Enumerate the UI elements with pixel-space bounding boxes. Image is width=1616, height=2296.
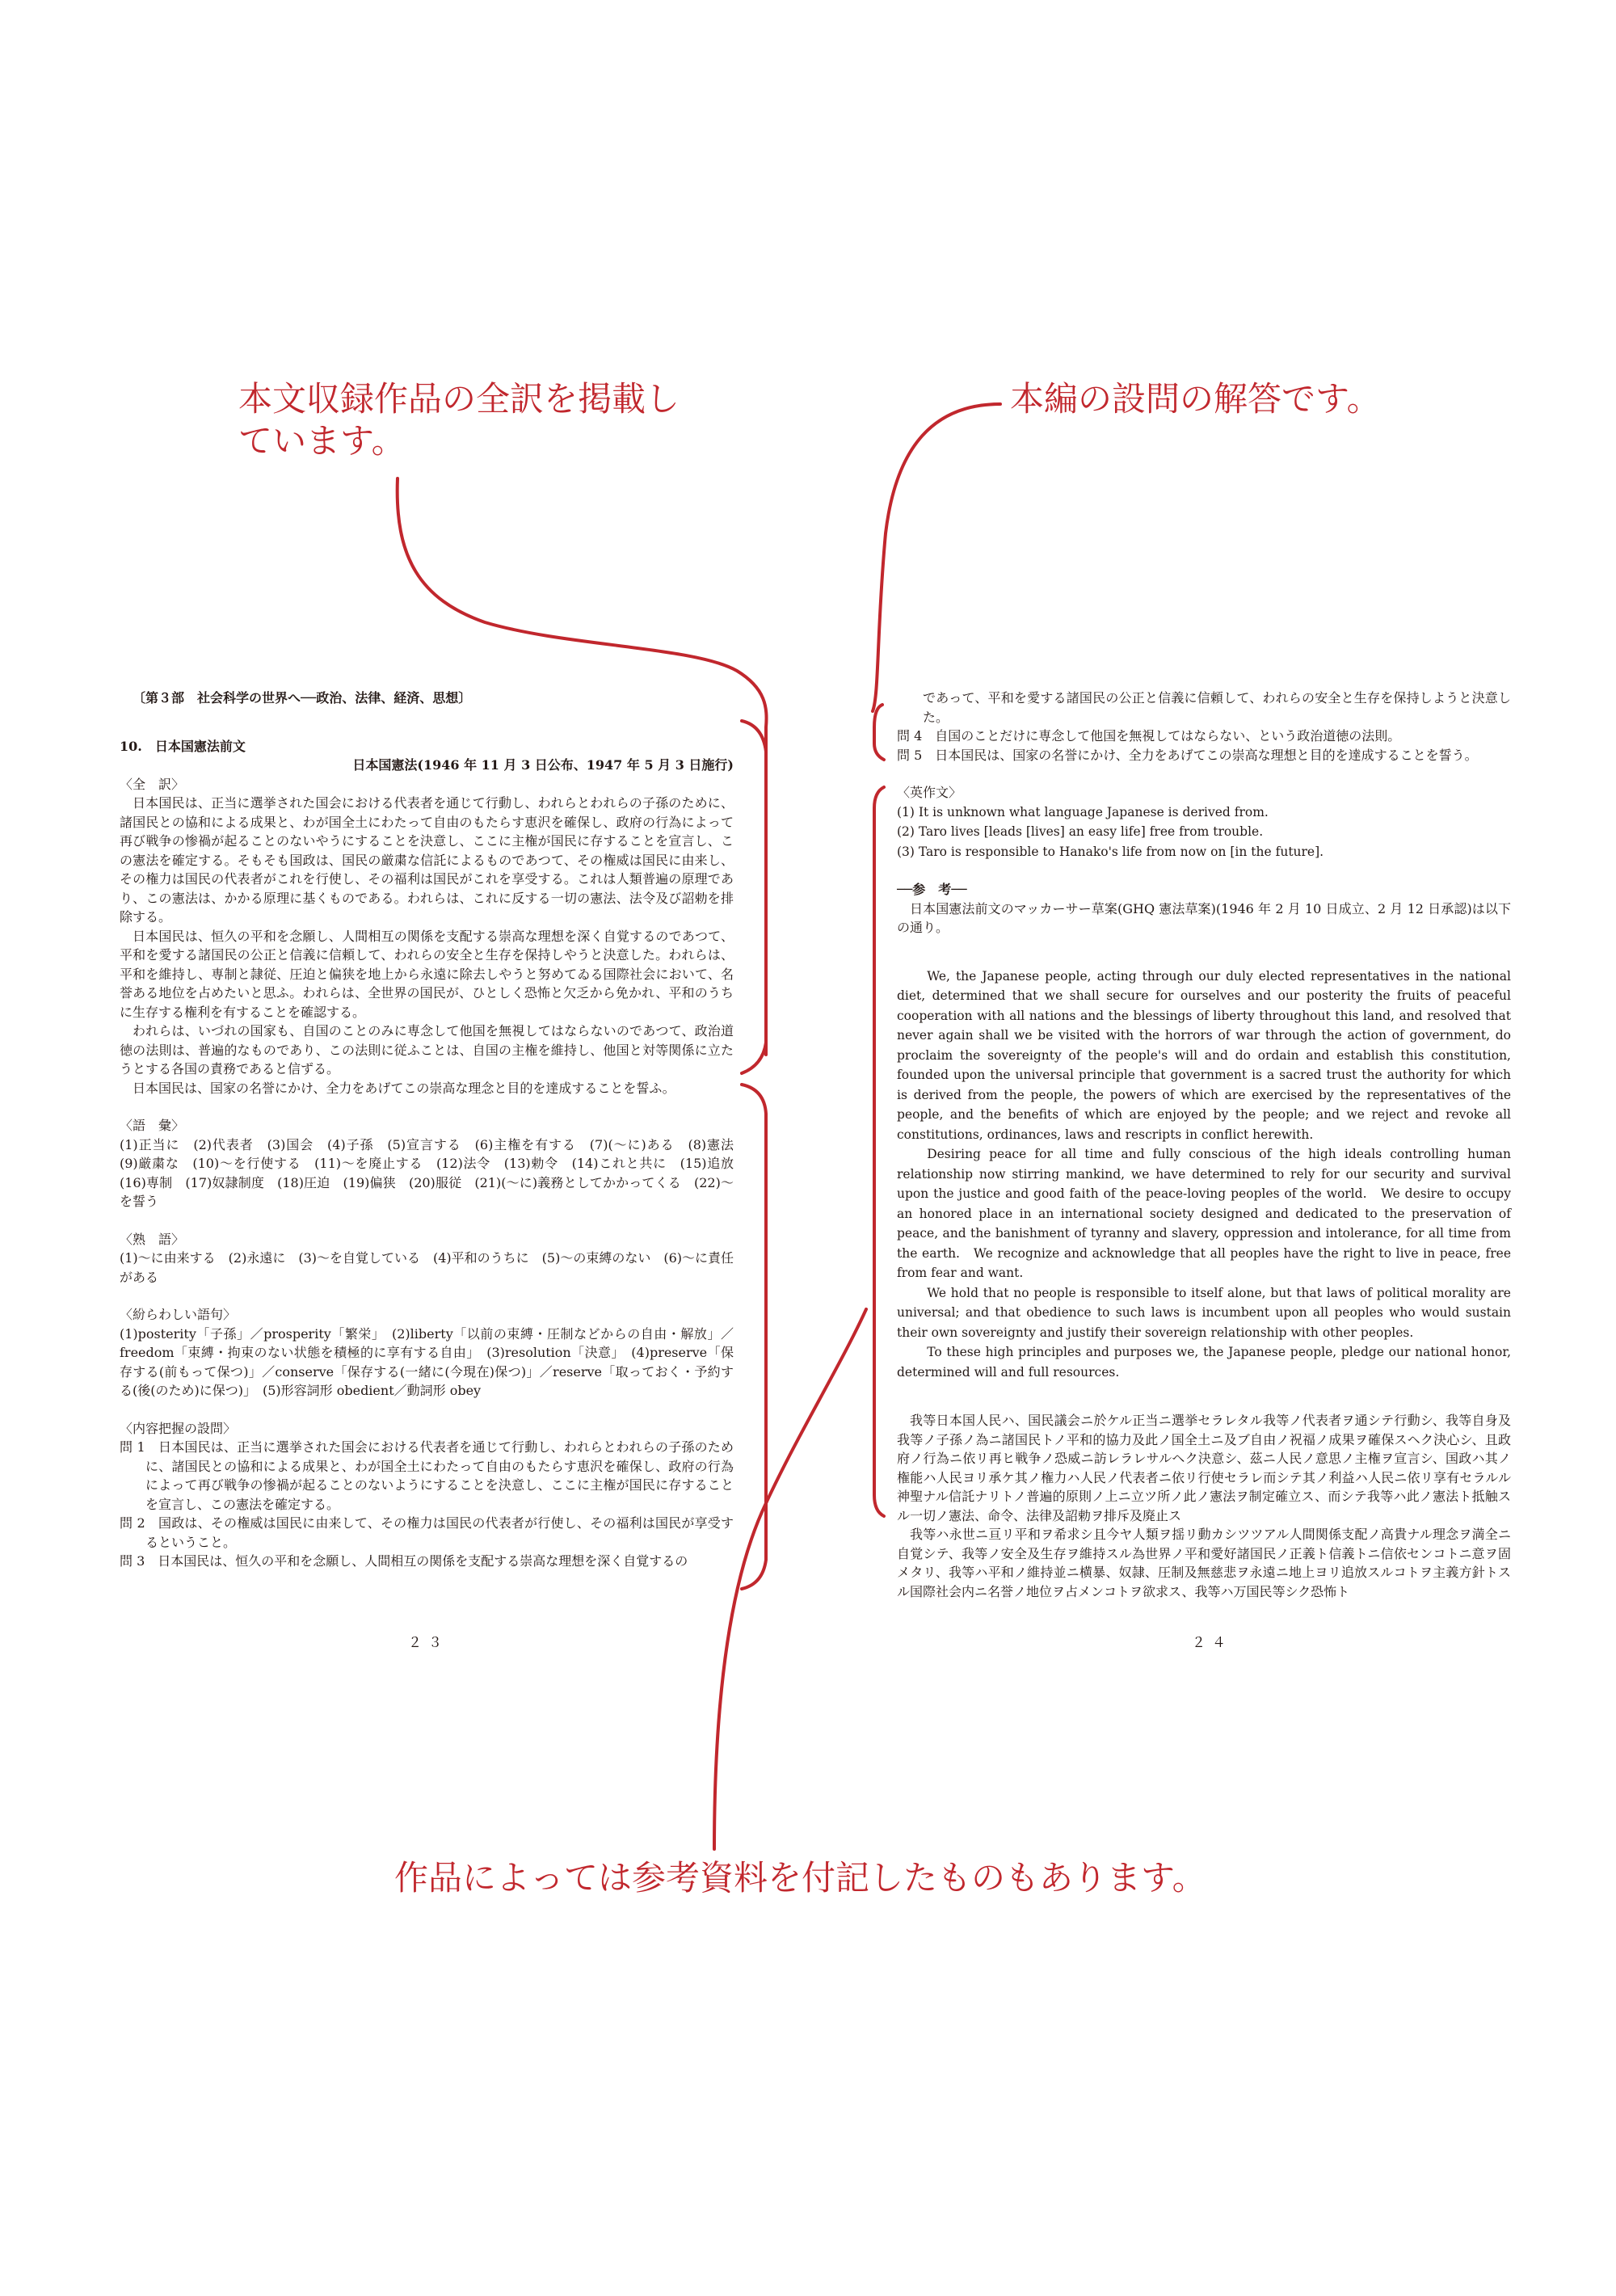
page-number-left: ２３ bbox=[408, 1635, 448, 1651]
translation-paragraph: われらは、いづれの国家も、自国のことのみに専念して他国を無視してはならないのであつて、政治道徳の法則は、普遍的なものであり、この法則に従ふことは、自国の主権を維持し、他国と対等関係に立たうとする各国の責務であると信ずる。 bbox=[120, 1023, 734, 1076]
part-header: 〔第３部 社会科学の世界へ──政治、法律、経済、思想〕 bbox=[133, 690, 472, 706]
vocab-heading: 〈語 彙〉 bbox=[120, 1118, 185, 1133]
reference-intro: 日本国憲法前文のマッカーサー草案(GHQ 憲法草案)(1946 年 2 月 10 日成立、2 月 12 日承認)は以下の通り。 bbox=[897, 900, 1511, 935]
confusing-words-heading: 〈紛らわしい語句〉 bbox=[120, 1307, 237, 1322]
question-answer: 問 1 日本国民は、正当に選挙された国会における代表者を通じて行動し、われらとわれらの子孫のために、諸国民との協和による成果と、わが国全土にわたって自由のもたらす恵沢を確保し、政府の行為によって再び戦争の惨禍が起ることのないようにすることを決意し、ここに主権が国民に存することを宣言し、この憲法を確定する。 bbox=[120, 1439, 734, 1512]
english-draft-paragraph: We, the Japanese people, acting through our duly elected representatives in the national diet, determined that we shall secure for ourselves and our posterity the fruits of peaceful cooperation with all nations and the blessings of liberty throughout this land, and resolved that never again shall we be visited with the horrors of war through the action of government, do proclaim the sovereignty of the people's will and do ordain and establish this constitution, founded upon the universal principle that government is a sacred trust the authority for which is derived from the people, the powers of which are exercised by the representatives of the people, and the benefits of which are enjoyed by the people; and we reject and revoke all constitutions, ordinances, laws and rescripts in conflict herewith. bbox=[897, 968, 1511, 1142]
reference-heading: ──参 考── bbox=[897, 882, 967, 897]
law-caption: 日本国憲法(1946 年 11 月 3 日公布、1947 年 5 月 3 日施行) bbox=[352, 757, 734, 773]
callout-full-translation: 本文収録作品の全訳を掲載しています。 bbox=[238, 379, 680, 461]
translation-paragraph: 日本国民は、恒久の平和を念願し、人間相互の関係を支配する崇高な理想を深く自覚するのであつて、平和を愛する諸国民の公正と信義に信頼して、われらの安全と生存を保持しやうと決意した。われらは、平和を維持し、専制と隷従、圧迫と偏狭を地上から永遠に除去しやうと努めてゐる国際社会において、名誉ある地位を占めたいと思ふ。われらは、全世界の国民が、ひとしく恐怖と欠乏から免かれ、平和のうちに生存する権利を有することを確認する。 bbox=[120, 928, 734, 1020]
question-answer: 問 2 国政は、その権威は国民に由来して、その権力は国民の代表者が行使し、その福利は国民が享受するということ。 bbox=[120, 1515, 734, 1550]
english-draft-paragraph: Desiring peace for all time and fully conscious of the high ideals controlling human relationship now stirring mankind, we have determined to rely for our security and survival upon the justice and good faith of the peace-loving peoples of the world. We desire to occupy an honored place in an international society designed and dedicated to the preservation of peace, and the banishment of tyranny and slavery, oppression and intolerance, for all time from the earth. We recognize and acknowledge that all peoples have the right to live in peace, free from fear and want. bbox=[897, 1147, 1511, 1280]
composition-answer: (2) Taro lives [leads [lives] an easy life] free from trouble. bbox=[897, 824, 1264, 839]
idioms-list: (1)〜に由来する (2)永遠に (3)〜を自覚している (4)平和のうちに (5)〜の束縛のない (6)〜に責任がある bbox=[120, 1250, 734, 1285]
idioms-heading: 〈熟 語〉 bbox=[120, 1231, 185, 1247]
right-page bbox=[897, 689, 1511, 1666]
callout-answers: 本編の設問の解答です。 bbox=[1010, 379, 1381, 419]
confusing-words-list: (1)posterity「子孫」／prosperity「繁栄」 (2)liberty「以前の束縛・圧制などからの自由・解放」／freedom「束縛・拘束のない状態を積極的に享有する自由」 (3)resolution「決意」 (4)preserve「保存する(前もって保つ)」／conserve「保存する(一緒に(今現在)保つ)」／reserve「取っておく・予約する(後(のため)に保つ)」 (5)形容詞形 obedient／動詞形 obey bbox=[120, 1325, 734, 1398]
translation-heading: 〈全 訳〉 bbox=[120, 776, 185, 792]
page-number-right: ２４ bbox=[1192, 1635, 1232, 1651]
question-answer: 問 4 自国のことだけに専念して他国を無視してはならない、という政治道徳の法則。 bbox=[897, 728, 1401, 744]
composition-answer: (3) Taro is responsible to Hanako's life from now on [in the future]. bbox=[897, 844, 1324, 859]
english-draft-paragraph: We hold that no people is responsible to itself alone, but that laws of political morality are universal; and that obedience to such laws is incumbent upon all peoples who would sustain their own sovereignty and justify their sovereign relationship with other peoples. bbox=[897, 1285, 1511, 1340]
right-bracket-answers bbox=[874, 705, 884, 760]
composition-heading: 〈英作文〉 bbox=[897, 785, 962, 800]
japanese-draft-paragraph: 我等日本国人民ハ、国民議会ニ於ケル正当ニ選挙セラレタル我等ノ代表者ヲ通シテ行動シ、我等自身及我等ノ子孫ノ為ニ諸国民トノ平和的協力及此ノ国全土ニ及ブ自由ノ祝福ノ成果ヲ確保スヘク決心シ、且政府ノ行為ニ依リ再ヒ戦争ノ恐威ニ訪レラレサルヘク決意シ、茲ニ人民ノ意思ノ主権ヲ宣言シ、国政ハ其ノ権能ハ人民ヨリ承ケ其ノ権力ハ人民ノ代表者ニ依リ行使セラレ而シテ其ノ利益ハ人民ニ依リ享有セラルル神聖ナル信託ナリトノ普遍的原則ノ上ニ立ツ所ノ此ノ憲法ヲ制定確立ス、而シテ我等ハ此ノ憲法ト抵触スル一切ノ憲法、命令、法律及詔勅ヲ排斥及廃止ス bbox=[897, 1413, 1511, 1523]
left-bracket-bottom bbox=[742, 1043, 766, 1073]
left-bracket-top bbox=[742, 721, 766, 752]
right-bracket-reference bbox=[874, 787, 884, 1516]
callout-right-connector bbox=[873, 404, 1000, 711]
left-page bbox=[120, 689, 747, 1666]
english-draft-paragraph: To these high principles and purposes we, the Japanese people, pledge our national honor, determined will and full resources. bbox=[897, 1345, 1511, 1380]
callout-bottom-connector bbox=[714, 1309, 866, 1849]
questions-heading: 〈内容把握の設問〉 bbox=[120, 1420, 237, 1436]
composition-answer: (1) It is unknown what language Japanese is derived from. bbox=[897, 804, 1269, 819]
vocab-list: (1)正当に (2)代表者 (3)国会 (4)子孫 (5)宣言する (6)主権を有する (7)(〜に)ある (8)憲法 (9)厳粛な (10)〜を行使する (11)〜を廃止する (12)法令 (13)勅令 (14)これと共に (15)追放 (16)専制 (17)奴隷制度 (18)圧迫 (19)偏狭 (20)服従 (21)(〜に)義務としてかかってくる (22)〜を誓う bbox=[120, 1136, 747, 1209]
question-answer: 問 5 日本国民は、国家の名誉にかけ、全力をあげてこの崇高な理想と目的を達成することを誓う。 bbox=[897, 747, 1478, 763]
answer-continuation: であって、平和を愛する諸国民の公正と信義に信頼して、われらの安全と生存を保持しようと決意した。 bbox=[923, 690, 1511, 725]
section-title: 10. 日本国憲法前文 bbox=[120, 738, 246, 754]
japanese-draft-paragraph: 我等ハ永世ニ亘リ平和ヲ希求シ且今ヤ人類ヲ揺リ動カシツツアル人間関係支配ノ高貴ナル理念ヲ満全ニ自覚シテ、我等ノ安全及生存ヲ維持スル為世界ノ平和愛好諸国民ノ正義ト信義トニ信依センコトニ意ヲ固メタリ、我等ハ平和ノ維持並ニ横暴、奴隷、圧制及無慈悲ヲ永遠ニ地上ヨリ追放スルコトヲ主義方針トスル国際社会内ニ名誉ノ地位ヲ占メンコトヲ欲求ス、我等ハ万国民等シク恐怖ト bbox=[897, 1527, 1511, 1599]
question-answer: 問 3 日本国民は、恒久の平和を念願し、人間相互の関係を支配する崇高な理想を深く自覚するの bbox=[120, 1553, 688, 1569]
translation-paragraph: 日本国民は、国家の名誉にかけ、全力をあげてこの崇高な理念と目的を達成することを誓ふ。 bbox=[133, 1080, 675, 1096]
translation-paragraph: 日本国民は、正当に選挙された国会における代表者を通じて行動し、われらとわれらの子孫のために、諸国民との協和による成果と、わが国全土にわたって自由のもたらす恵沢を確保し、政府の行為によって再び戦争の惨禍が起ることのないやうにすることを決意し、ここに主権が国民に存することを宣言し、この憲法を確定する。そもそも国政は、国民の厳粛な信託によるものであつて、その権威は国民に由来し、その権力は国民の代表者がこれを行使し、その福利は国民がこれを享受する。これは人類普遍の原理であり、この憲法は、かかる原理に基くものである。われらは、これに反する一切の憲法、法令及び詔勅を排除する。 bbox=[120, 795, 734, 925]
callout-reference: 作品によっては参考資料を付記したものもあります。 bbox=[394, 1858, 1206, 1898]
